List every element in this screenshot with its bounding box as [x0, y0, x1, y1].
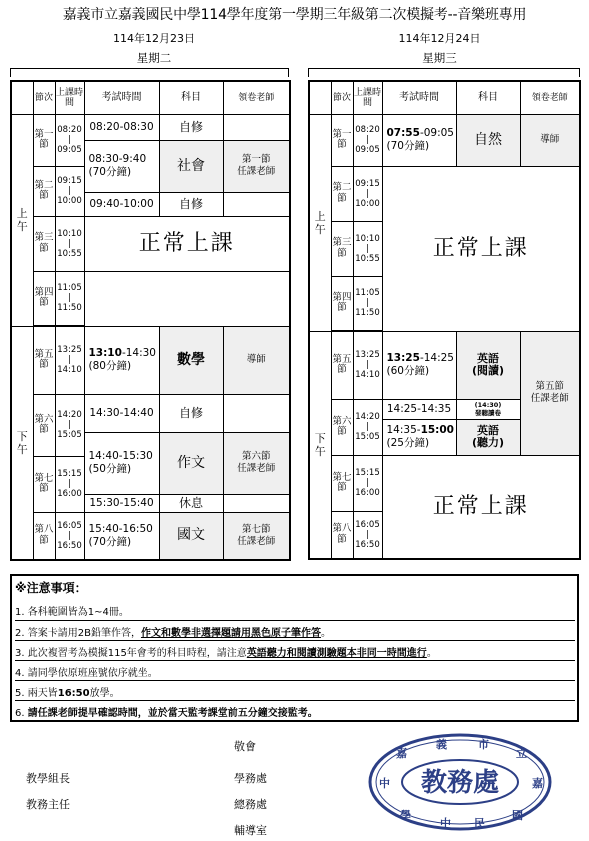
- period-name: 第五節: [331, 331, 353, 399]
- period-time: 16:05 | 16:50: [353, 511, 382, 559]
- header-exam-time: 考試時間: [84, 81, 159, 114]
- period-time: 09:15 | 10:00: [353, 166, 382, 221]
- subject: 社會: [159, 140, 223, 192]
- period-name: 第六節: [33, 394, 55, 456]
- period-time: 08:20 | 09:05: [55, 114, 84, 166]
- sign-academic-director: 教務主任: [26, 798, 70, 811]
- proctor: 第一節 任課老師: [223, 140, 290, 192]
- period-time: 10:10 | 10:55: [55, 216, 84, 271]
- notes-box: [10, 574, 579, 722]
- subject: 自修: [159, 394, 223, 432]
- header-proctor: 領卷老師: [520, 81, 580, 114]
- subject: 作文: [159, 432, 223, 494]
- exam-time: 07:55-09:05 (70分鐘): [382, 114, 456, 166]
- exam-time: 13:25-14:25 (60分鐘): [382, 331, 456, 399]
- period-time: 15:15 | 16:00: [353, 455, 382, 511]
- period-name: 第八節: [331, 511, 353, 559]
- header-period: 節次: [331, 81, 353, 114]
- exam-time: 13:10-14:30 (80分鐘): [84, 326, 159, 394]
- period-time: 08:20 | 09:05: [353, 114, 382, 166]
- subject: 自修: [159, 114, 223, 140]
- period-name: 第五節: [33, 326, 55, 394]
- bracket-tue: [10, 68, 289, 77]
- period-time: 16:05 | 16:50: [55, 512, 84, 560]
- period-time: 10:10 | 10:55: [353, 221, 382, 276]
- date-tue: 114年12月23日: [113, 32, 195, 45]
- period-name: 第一節: [331, 114, 353, 166]
- schedule-tuesday: [10, 80, 291, 561]
- subject: 數學: [159, 326, 223, 394]
- exam-time: 14:35-15:00 (25分鐘): [382, 419, 456, 455]
- period-name: 第三節: [33, 216, 55, 271]
- period-name: 第六節: [331, 399, 353, 455]
- proctor: 第七節 任課老師: [223, 512, 290, 560]
- weekday-wed: 星期三: [422, 51, 457, 65]
- period-time: 14:20 | 15:05: [55, 394, 84, 456]
- bracket-wed: [308, 68, 580, 77]
- exam-time: 08:30-9:40 (70分鐘): [84, 140, 159, 192]
- note-item-2: 2. 答案卡請用2B鉛筆作答，作文和數學非選擇題請用黑色原子筆作答。: [15, 620, 575, 639]
- pm-label: 下午: [309, 331, 331, 559]
- exam-time: 14:25-14:35: [382, 399, 456, 419]
- period-time: 11:05 | 11:50: [55, 271, 84, 326]
- period-name: 第一節: [33, 114, 55, 166]
- note-item-5: 5. 兩天皆16:50放學。: [15, 680, 575, 699]
- regular-class-am: 正常上課: [382, 166, 580, 331]
- subject: 英語 (聽力): [456, 419, 520, 455]
- period-name: 第八節: [33, 512, 55, 560]
- subject: 國文: [159, 512, 223, 560]
- proctor: 導師: [223, 326, 290, 394]
- period-name: 第二節: [331, 166, 353, 221]
- period-time: 11:05 | 11:50: [353, 276, 382, 331]
- header-proctor: 領卷老師: [223, 81, 290, 114]
- exam-time: 15:30-15:40: [84, 494, 159, 512]
- note-item-1: 1. 各科範圍皆為1~4冊。: [15, 607, 129, 618]
- note-item-4: 4. 請同學依原班座號依序就坐。: [15, 660, 575, 679]
- period-name: 第七節: [331, 455, 353, 511]
- sign-academic-section-chief: 教學組長: [26, 772, 70, 785]
- note-item-6: 6. 請任課老師提早確認時間，並於當天監考課堂前五分鐘交接監考。: [15, 700, 575, 719]
- period-time: 15:15 | 16:00: [55, 456, 84, 512]
- note-item-3: 3. 此次複習考為模擬115年會考的科目時程，請注意英語聽力和閱讀測驗題本非同一時間進行。: [15, 640, 575, 659]
- period-name: 第四節: [33, 271, 55, 326]
- sign-general-affairs: 總務處: [234, 798, 267, 811]
- schedule-wednesday: [308, 80, 581, 560]
- am-label: 上午: [11, 114, 33, 326]
- exam-time: 15:40-16:50 (70分鐘): [84, 512, 159, 560]
- listening-sheet-note: (14:30) 發聽讀卷: [456, 399, 520, 419]
- notes-heading: ※注意事項：: [15, 581, 87, 595]
- proctor: 第六節 任課老師: [223, 432, 290, 494]
- header-exam-time: 考試時間: [382, 81, 456, 114]
- header-subject: 科目: [159, 81, 223, 114]
- regular-class-pm: 正常上課: [382, 455, 580, 559]
- academic-affairs-seal: [366, 731, 554, 833]
- sign-student-affairs: 學務處: [234, 772, 267, 785]
- am-label: 上午: [309, 114, 331, 331]
- proctor: 導師: [520, 114, 580, 166]
- sign-counseling: 輔導室: [234, 824, 267, 837]
- header-class-time: 上課時間: [353, 81, 382, 114]
- exam-time: 14:40-15:30 (50分鐘): [84, 432, 159, 494]
- period-time: 14:20 | 15:05: [353, 399, 382, 455]
- period-time: 13:25 | 14:10: [55, 326, 84, 394]
- subject: 英語 (閱讀): [456, 331, 520, 399]
- subject: 自然: [456, 114, 520, 166]
- subject: 休息: [159, 494, 223, 512]
- svg-text:嘉義市立 嘉中 學中民國: 嘉義 市立 嘉中 學中 民國: [379, 738, 543, 830]
- period-time: 13:25 | 14:10: [353, 331, 382, 399]
- header-class-time: 上課時間: [55, 81, 84, 114]
- subject: 自修: [159, 192, 223, 216]
- jinghui-label: 敬會: [234, 740, 256, 753]
- pm-label: 下午: [11, 326, 33, 560]
- period-name: 第三節: [331, 221, 353, 276]
- exam-time: 08:20-08:30: [84, 114, 159, 140]
- period-name: 第七節: [33, 456, 55, 512]
- header-subject: 科目: [456, 81, 520, 114]
- regular-class-am: 正常上課: [84, 216, 290, 271]
- exam-time: 09:40-10:00: [84, 192, 159, 216]
- document-title: 嘉義市立嘉義國民中學114學年度第一學期三年級第二次模擬考--音樂班專用: [62, 7, 527, 23]
- header-period: 節次: [33, 81, 55, 114]
- exam-time: 14:30-14:40: [84, 394, 159, 432]
- date-wed: 114年12月24日: [398, 32, 481, 45]
- proctor: 第五節 任課老師: [520, 331, 580, 455]
- weekday-tue: 星期二: [136, 51, 172, 65]
- period-name: 第四節: [331, 276, 353, 331]
- seal-center-text: 教務處: [420, 768, 500, 798]
- period-name: 第二節: [33, 166, 55, 216]
- period-time: 09:15 | 10:00: [55, 166, 84, 216]
